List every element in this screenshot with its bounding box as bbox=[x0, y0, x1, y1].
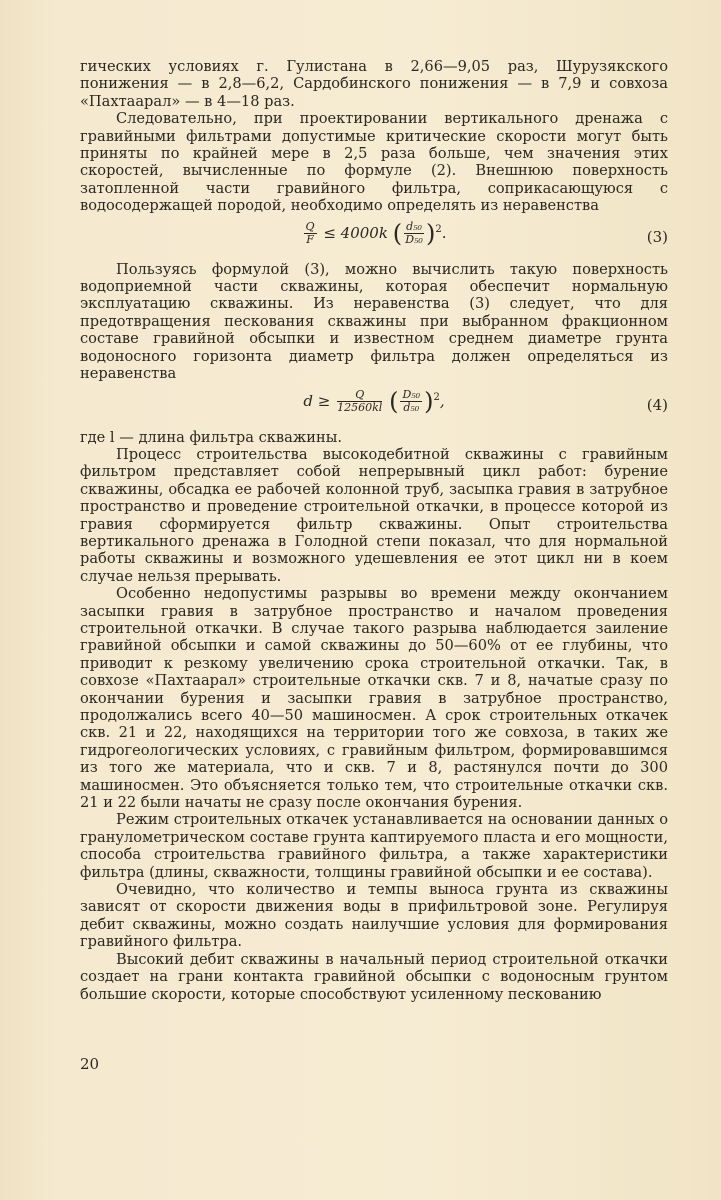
formula-4-lhs: d ≥ bbox=[303, 391, 331, 410]
formula-4-q-denominator: 12560kl bbox=[337, 401, 383, 414]
paragraph-2: Следовательно, при проектировании вертикального дренажа с гравийными фильтрами допустимые критические скорости могут быть приняты по крайней мере в 2,5 раза больше, чем значения этих скоростей, вычисленные по формуле (2). Внешнюю поверхность затопленной части гравийного фильтра, соприкасающуюся с водосодержащей породой, необходимо определять из неравенства bbox=[80, 110, 668, 215]
formula-4-trail: , bbox=[439, 391, 445, 410]
formula-3 bbox=[80, 217, 668, 257]
formula-3-lhs-fraction bbox=[304, 221, 317, 246]
formula-4-ratio-numerator: D₅₀ bbox=[402, 388, 421, 401]
formula-3-ratio-denominator: D₅₀ bbox=[405, 233, 423, 247]
formula-3-number: (3) bbox=[646, 227, 668, 246]
paragraph-3: Пользуясь формулой (3), можно вычислить такую поверхность водоприемной части скважины, которая обеспечит нормальную эксплуатацию скважины. Из неравенства (3) следует, что для предотвращения пескования скважины при выбранном фракционном составе гравийной обсыпки и известном среднем диаметре грунта водоносного горизонта диаметр фильтра должен определяться из неравенства bbox=[80, 260, 668, 383]
body-text bbox=[80, 58, 668, 1003]
formula-3-trail: . bbox=[441, 223, 447, 242]
formula-3-expression: $\frac{Q}{F}$ ≤ 4000k ( $\frac{\text{d₅₀}}{\text{D₅₀}}$ )$^2$. bbox=[305, 218, 447, 247]
paragraph-4: где l — длина фильтра скважины. bbox=[80, 428, 342, 446]
paragraph-7: Режим строительных откачек устанавливается на основании данных о гранулометрическом составе грунта каптируемого пласта и его мощности, способа строительства гравийного фильтра, а также характеристики фильтра (длины, скважности, толщины гравийной обсыпки и ее состава). bbox=[80, 811, 668, 881]
formula-3-power: 2 bbox=[435, 223, 442, 235]
formula-3-relation: ≤ 4000k bbox=[323, 223, 388, 242]
formula-4-number: (4) bbox=[646, 395, 668, 414]
formula-4-power: 2 bbox=[433, 391, 440, 403]
paragraph-8: Очевидно, что количество и темпы выноса грунта из скважины зависят от скорости движения воды в прифильтровой зоне. Регулируя дебит скважины, можно создать наилучшие условия для формирования гравийного фильтра. bbox=[80, 881, 668, 951]
formula-4-q-fraction bbox=[337, 389, 382, 414]
formula-4 bbox=[80, 385, 668, 425]
formula-4-ratio bbox=[400, 389, 422, 414]
formula-3-ratio bbox=[404, 221, 424, 246]
formula-4-ratio-denominator: d₅₀ bbox=[403, 401, 420, 414]
page-number: 20 bbox=[80, 1055, 100, 1073]
formula-3-lhs-denominator: F bbox=[306, 233, 314, 247]
paragraph-6: Особенно недопустимы разрывы во времени между окончанием засыпки гравия в затрубное пространство и началом проведения строительной откачки. В случае такого разрыва наблюдается заиление гравийной обсыпки и самой скважины до 50—60% от ее глубины, что приводит к резкому увеличению срока строительной откачки. Так, в совхозе «Пахтаарал» строительные откачки скв. 7 и 8, начатые сразу по окончании бурения и засыпки гравия в затрубное пространство, продолжались всего 40—50 машиносмен. А срок строительных откачек скв. 21 и 22, находящихся на территории того же совхоза, в таких же гидрогеологических условиях, с гравийным фильтром, формировавшимся из того же материала, что и скв. 7 и 8, растянулся почти до 300 машиносмен. Это объясняется только тем, что строительные откачки скв. 21 и 22 были начаты не сразу после окончания бурения. bbox=[80, 585, 668, 812]
formula-4-expression: d ≥ $\frac{Q}{12560kl}$ ( $\frac{\text{D₅₀}}{\text{d₅₀}}$ )$^2$, bbox=[303, 386, 445, 415]
paragraph-9: Высокий дебит скважины в начальный период строительной откачки создает на грани контакта гравийной обсыпки с водоносным грунтом большие скорости, которые способствуют усиленному пескованию bbox=[80, 950, 668, 1003]
formula-4-q-numerator: Q bbox=[337, 389, 382, 402]
formula-3-lhs-numerator: Q bbox=[305, 220, 315, 234]
paragraph-5: Процесс строительства высокодебитной скважины с гравийным фильтром представляет собой непрерывный цикл работ: бурение скважины, обсадка ее рабочей колонной труб, засыпка гравия в затрубное пространство и проведение строительной откачки, в процессе которой из гравия сформируется фильтр скважины. Опыт строительства вертикального дренажа в Голодной степи показал, что для нормальной работы скважины и возможного удешевления ее этот цикл ни в коем случае нельзя прерывать. bbox=[80, 445, 668, 585]
formula-3-ratio-numerator: d₅₀ bbox=[406, 220, 422, 234]
paragraph-1: гических условиях г. Гулистана в 2,66—9,05 раз, Шурузякского понижения — в 2,8—6,2, Сардобинского понижения — в 7,9 и совхоза «Пахтаарал» — в 4—18 раз. bbox=[80, 58, 668, 110]
